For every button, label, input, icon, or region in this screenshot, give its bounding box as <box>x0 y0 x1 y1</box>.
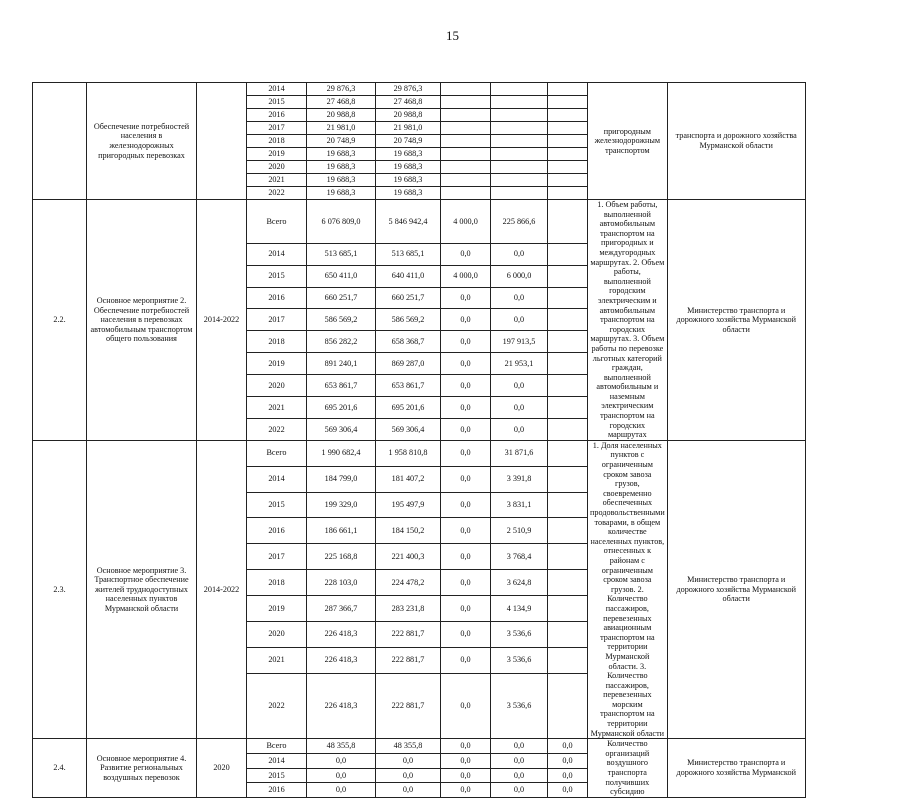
cell-year: 2017 <box>247 309 307 331</box>
cell-municipal-budget: 3 624,8 <box>491 570 548 596</box>
cell-extra-budget <box>548 200 588 244</box>
cell-municipal-budget: 3 536,6 <box>491 647 548 673</box>
cell-year: 2021 <box>247 174 307 187</box>
cell-regional-budget: 869 287,0 <box>376 353 441 375</box>
cell-extra-budget <box>548 109 588 122</box>
cell-total: 226 418,3 <box>307 673 376 739</box>
cell-federal-budget <box>441 83 491 96</box>
cell-year: 2016 <box>247 783 307 798</box>
cell-extra-budget <box>548 309 588 331</box>
cell-year: 2017 <box>247 122 307 135</box>
cell-municipal-budget: 0,0 <box>491 753 548 768</box>
cell-regional-budget: 222 881,7 <box>376 647 441 673</box>
cell-year: 2016 <box>247 109 307 122</box>
cell-municipal-budget <box>491 135 548 148</box>
cell-municipal-budget <box>491 161 548 174</box>
cell-total: 226 418,3 <box>307 647 376 673</box>
cell-year: 2020 <box>247 621 307 647</box>
cell-total: 650 411,0 <box>307 265 376 287</box>
cell-federal-budget: 0,0 <box>441 397 491 419</box>
measure-name: Основное мероприятие 2. Обеспечение потребностей населения в перевозках автомобильным транспортом общего пользования <box>87 200 197 441</box>
cell-extra-budget: 0,0 <box>548 753 588 768</box>
cell-federal-budget: 0,0 <box>441 331 491 353</box>
table-row <box>33 200 878 244</box>
cell-extra-budget <box>548 440 588 466</box>
cell-extra-budget <box>548 161 588 174</box>
cell-federal-budget: 0,0 <box>441 570 491 596</box>
implementation-period <box>197 83 247 200</box>
cell-federal-budget <box>441 135 491 148</box>
cell-total: 586 569,2 <box>307 309 376 331</box>
cell-municipal-budget: 0,0 <box>491 375 548 397</box>
cell-year: 2022 <box>247 418 307 440</box>
cell-year: 2015 <box>247 265 307 287</box>
cell-regional-budget: 181 407,2 <box>376 466 441 492</box>
cell-total: 891 240,1 <box>307 353 376 375</box>
cell-federal-budget: 0,0 <box>441 287 491 309</box>
cell-regional-budget: 695 201,6 <box>376 397 441 419</box>
cell-municipal-budget: 0,0 <box>491 418 548 440</box>
cell-year: 2020 <box>247 161 307 174</box>
cell-municipal-budget <box>491 148 548 161</box>
cell-regional-budget: 19 688,3 <box>376 161 441 174</box>
cell-municipal-budget: 225 866,6 <box>491 200 548 244</box>
cell-municipal-budget <box>491 83 548 96</box>
implementation-period: 2014-2022 <box>197 200 247 441</box>
cell-extra-budget <box>548 187 588 200</box>
cell-regional-budget: 222 881,7 <box>376 621 441 647</box>
implementation-period: 2014-2022 <box>197 440 247 738</box>
cell-regional-budget: 20 988,8 <box>376 109 441 122</box>
cell-total: 653 861,7 <box>307 375 376 397</box>
cell-regional-budget: 569 306,4 <box>376 418 441 440</box>
cell-total: 19 688,3 <box>307 148 376 161</box>
program-table <box>32 82 878 798</box>
table-row <box>33 739 878 754</box>
cell-year: Всего <box>247 440 307 466</box>
cell-year: 2015 <box>247 768 307 783</box>
cell-year: 2021 <box>247 647 307 673</box>
cell-total: 569 306,4 <box>307 418 376 440</box>
cell-municipal-budget <box>491 187 548 200</box>
cell-federal-budget <box>441 96 491 109</box>
cell-total: 0,0 <box>307 768 376 783</box>
cell-year: 2019 <box>247 148 307 161</box>
cell-total: 513 685,1 <box>307 243 376 265</box>
implementation-period: 2020 <box>197 739 247 798</box>
cell-regional-budget: 195 497,9 <box>376 492 441 518</box>
cell-extra-budget <box>548 673 588 739</box>
cell-year: 2019 <box>247 596 307 622</box>
cell-federal-budget: 0,0 <box>441 596 491 622</box>
cell-federal-budget <box>441 109 491 122</box>
cell-year: 2018 <box>247 570 307 596</box>
cell-total: 0,0 <box>307 783 376 798</box>
cell-extra-budget: 0,0 <box>548 783 588 798</box>
cell-municipal-budget: 3 536,6 <box>491 621 548 647</box>
cell-municipal-budget: 3 391,8 <box>491 466 548 492</box>
cell-year: 2018 <box>247 331 307 353</box>
cell-total: 225 168,8 <box>307 544 376 570</box>
cell-regional-budget: 5 846 942,4 <box>376 200 441 244</box>
cell-federal-budget: 0,0 <box>441 621 491 647</box>
cell-extra-budget <box>548 570 588 596</box>
measure-name: Основное мероприятие 3. Транспортное обеспечение жителей труднодоступных населенных пунктов Мурманской области <box>87 440 197 738</box>
indicators: пригородным железнодорожным транспортом <box>588 83 668 200</box>
cell-federal-budget: 0,0 <box>441 768 491 783</box>
cell-federal-budget: 0,0 <box>441 375 491 397</box>
cell-year: 2022 <box>247 673 307 739</box>
table-row <box>33 83 878 96</box>
cell-extra-budget: 0,0 <box>548 768 588 783</box>
cell-extra-budget <box>548 83 588 96</box>
cell-municipal-budget: 0,0 <box>491 768 548 783</box>
cell-total: 186 661,1 <box>307 518 376 544</box>
cell-federal-budget <box>441 122 491 135</box>
cell-regional-budget: 21 981,0 <box>376 122 441 135</box>
cell-municipal-budget: 2 510,9 <box>491 518 548 544</box>
cell-extra-budget <box>548 544 588 570</box>
table-row <box>33 440 878 466</box>
cell-regional-budget: 20 748,9 <box>376 135 441 148</box>
cell-year: 2016 <box>247 518 307 544</box>
cell-total: 0,0 <box>307 753 376 768</box>
indicators: Количество организаций воздушного транспорта получивших субсидию <box>588 739 668 798</box>
indicators: 1. Доля населенных пунктов с ограниченным сроком завоза грузов, своевременно обеспеченных продовольственными товарами, в общем количестве населенных пунктов, отнесенных к районам с ограниченным сроком завоза грузов. 2. Количество пассажиров, перевезенных авиационным транспортом на территории Мурманской области. 3. Количество пассажиров, перевезенных морским транспортом на территории Мурманской области <box>588 440 668 738</box>
cell-total: 19 688,3 <box>307 174 376 187</box>
cell-extra-budget <box>548 621 588 647</box>
cell-total: 184 799,0 <box>307 466 376 492</box>
cell-regional-budget: 19 688,3 <box>376 174 441 187</box>
cell-federal-budget: 0,0 <box>441 647 491 673</box>
cell-total: 226 418,3 <box>307 621 376 647</box>
cell-extra-budget <box>548 397 588 419</box>
cell-regional-budget: 283 231,8 <box>376 596 441 622</box>
cell-regional-budget: 48 355,8 <box>376 739 441 754</box>
cell-extra-budget <box>548 518 588 544</box>
cell-regional-budget: 1 958 810,8 <box>376 440 441 466</box>
cell-extra-budget <box>548 265 588 287</box>
cell-total: 199 329,0 <box>307 492 376 518</box>
cell-year: Всего <box>247 200 307 244</box>
cell-federal-budget: 0,0 <box>441 418 491 440</box>
cell-municipal-budget: 31 871,6 <box>491 440 548 466</box>
cell-total: 27 468,8 <box>307 96 376 109</box>
cell-municipal-budget: 0,0 <box>491 243 548 265</box>
measure-name: Основное мероприятие 4. Развитие региональных воздушных перевозок <box>87 739 197 798</box>
cell-regional-budget: 224 478,2 <box>376 570 441 596</box>
cell-regional-budget: 222 881,7 <box>376 673 441 739</box>
cell-regional-budget: 29 876,3 <box>376 83 441 96</box>
indicators: 1. Объем работы, выполненной автомобильным транспортом на пригородных и междугородных маршрутах. 2. Объем работы, выполненной городским электрическим и автомобильным транспортом на городских маршрутах. 3. Объем работы по перевозке льготных категорий граждан, выполненной автомобильным и наземным электрическим транспортом на городских маршрутах <box>588 200 668 441</box>
cell-municipal-budget: 0,0 <box>491 739 548 754</box>
cell-municipal-budget: 3 768,4 <box>491 544 548 570</box>
cell-municipal-budget: 197 913,5 <box>491 331 548 353</box>
cell-total: 21 981,0 <box>307 122 376 135</box>
cell-total: 695 201,6 <box>307 397 376 419</box>
cell-extra-budget <box>548 466 588 492</box>
cell-federal-budget: 0,0 <box>441 243 491 265</box>
cell-federal-budget <box>441 148 491 161</box>
cell-extra-budget <box>548 96 588 109</box>
cell-total: 29 876,3 <box>307 83 376 96</box>
cell-regional-budget: 513 685,1 <box>376 243 441 265</box>
executor: Министерство транспорта и дорожного хозяйства Мурманской области <box>667 200 805 441</box>
cell-year: 2014 <box>247 466 307 492</box>
cell-extra-budget <box>548 243 588 265</box>
cell-year: 2014 <box>247 243 307 265</box>
cell-total: 6 076 809,0 <box>307 200 376 244</box>
cell-regional-budget: 19 688,3 <box>376 187 441 200</box>
cell-municipal-budget <box>491 109 548 122</box>
cell-regional-budget: 653 861,7 <box>376 375 441 397</box>
cell-regional-budget: 0,0 <box>376 753 441 768</box>
cell-extra-budget <box>548 647 588 673</box>
cell-total: 228 103,0 <box>307 570 376 596</box>
cell-federal-budget: 0,0 <box>441 518 491 544</box>
cell-extra-budget <box>548 596 588 622</box>
cell-year: 2020 <box>247 375 307 397</box>
cell-municipal-budget: 0,0 <box>491 287 548 309</box>
cell-municipal-budget: 21 953,1 <box>491 353 548 375</box>
executor: транспорта и дорожного хозяйства Мурманской области <box>667 83 805 200</box>
cell-extra-budget <box>548 353 588 375</box>
cell-municipal-budget: 4 134,9 <box>491 596 548 622</box>
cell-federal-budget <box>441 161 491 174</box>
cell-federal-budget: 0,0 <box>441 440 491 466</box>
cell-federal-budget <box>441 187 491 200</box>
cell-year: 2018 <box>247 135 307 148</box>
cell-extra-budget <box>548 375 588 397</box>
cell-regional-budget: 27 468,8 <box>376 96 441 109</box>
cell-total: 19 688,3 <box>307 187 376 200</box>
measure-name: Обеспечение потребностей населения в железнодорожных пригородных перевозках <box>87 83 197 200</box>
cell-municipal-budget: 6 000,0 <box>491 265 548 287</box>
executor: Министерство транспорта и дорожного хозяйства Мурманской <box>667 739 805 798</box>
cell-regional-budget: 640 411,0 <box>376 265 441 287</box>
cell-municipal-budget <box>491 174 548 187</box>
item-number: 2.2. <box>33 200 87 441</box>
cell-federal-budget: 0,0 <box>441 783 491 798</box>
cell-municipal-budget <box>491 122 548 135</box>
cell-year: 2019 <box>247 353 307 375</box>
cell-extra-budget <box>548 122 588 135</box>
cell-municipal-budget: 3 831,1 <box>491 492 548 518</box>
cell-year: 2021 <box>247 397 307 419</box>
cell-year: 2015 <box>247 96 307 109</box>
cell-federal-budget <box>441 174 491 187</box>
cell-federal-budget: 0,0 <box>441 673 491 739</box>
cell-federal-budget: 0,0 <box>441 466 491 492</box>
cell-federal-budget: 0,0 <box>441 753 491 768</box>
cell-federal-budget: 0,0 <box>441 309 491 331</box>
cell-extra-budget <box>548 287 588 309</box>
cell-extra-budget <box>548 135 588 148</box>
cell-total: 856 282,2 <box>307 331 376 353</box>
cell-year: 2017 <box>247 544 307 570</box>
cell-federal-budget: 0,0 <box>441 492 491 518</box>
cell-year: 2016 <box>247 287 307 309</box>
cell-regional-budget: 0,0 <box>376 783 441 798</box>
cell-total: 20 988,8 <box>307 109 376 122</box>
cell-regional-budget: 658 368,7 <box>376 331 441 353</box>
item-number: 2.3. <box>33 440 87 738</box>
cell-regional-budget: 586 569,2 <box>376 309 441 331</box>
cell-total: 19 688,3 <box>307 161 376 174</box>
item-number <box>33 83 87 200</box>
cell-municipal-budget: 3 536,6 <box>491 673 548 739</box>
cell-extra-budget <box>548 148 588 161</box>
cell-regional-budget: 660 251,7 <box>376 287 441 309</box>
cell-year: 2022 <box>247 187 307 200</box>
cell-year: Всего <box>247 739 307 754</box>
cell-municipal-budget: 0,0 <box>491 783 548 798</box>
cell-year: 2014 <box>247 753 307 768</box>
executor: Министерство транспорта и дорожного хозяйства Мурманской области <box>667 440 805 738</box>
cell-extra-budget <box>548 418 588 440</box>
cell-federal-budget: 4 000,0 <box>441 265 491 287</box>
cell-extra-budget <box>548 331 588 353</box>
item-number: 2.4. <box>33 739 87 798</box>
page-number: 15 <box>446 28 459 43</box>
cell-federal-budget: 4 000,0 <box>441 200 491 244</box>
cell-extra-budget <box>548 174 588 187</box>
cell-total: 1 990 682,4 <box>307 440 376 466</box>
cell-regional-budget: 19 688,3 <box>376 148 441 161</box>
cell-extra-budget <box>548 492 588 518</box>
cell-year: 2014 <box>247 83 307 96</box>
cell-regional-budget: 221 400,3 <box>376 544 441 570</box>
cell-federal-budget: 0,0 <box>441 353 491 375</box>
cell-federal-budget: 0,0 <box>441 739 491 754</box>
cell-total: 20 748,9 <box>307 135 376 148</box>
cell-total: 287 366,7 <box>307 596 376 622</box>
cell-total: 48 355,8 <box>307 739 376 754</box>
cell-municipal-budget: 0,0 <box>491 309 548 331</box>
cell-total: 660 251,7 <box>307 287 376 309</box>
cell-municipal-budget <box>491 96 548 109</box>
cell-year: 2015 <box>247 492 307 518</box>
cell-municipal-budget: 0,0 <box>491 397 548 419</box>
cell-regional-budget: 184 150,2 <box>376 518 441 544</box>
cell-federal-budget: 0,0 <box>441 544 491 570</box>
cell-regional-budget: 0,0 <box>376 768 441 783</box>
cell-extra-budget: 0,0 <box>548 739 588 754</box>
